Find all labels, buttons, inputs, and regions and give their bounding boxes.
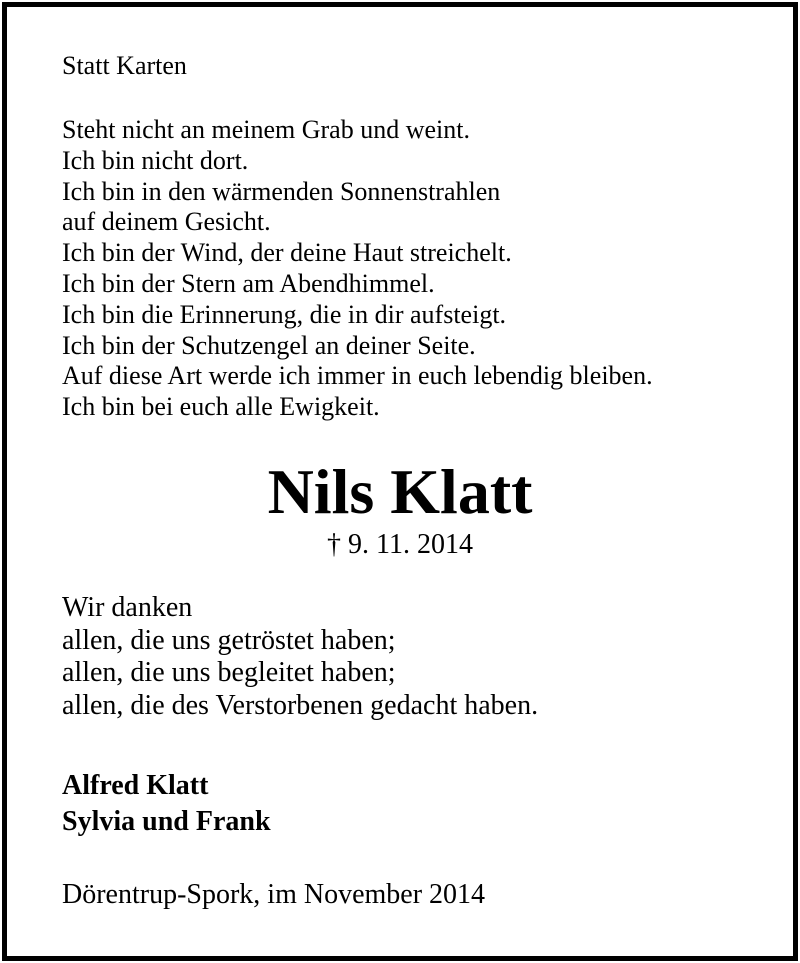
poem-block [62, 115, 653, 423]
signer-name: Sylvia und Frank [62, 806, 271, 837]
poem-line: Ich bin in den wärmenden Sonnenstrahlen [62, 176, 501, 206]
thanks-line: allen, die uns getröstet haben; [62, 624, 396, 656]
thanks-block [62, 592, 538, 722]
thanks-line: allen, die des Verstorbenen gedacht haben. [62, 689, 539, 721]
signers-block [62, 768, 271, 840]
death-date: † 9. 11. 2014 [327, 529, 473, 560]
signer-name: Alfred Klatt [62, 770, 209, 801]
deceased-name: Nils Klatt [267, 456, 533, 527]
poem-line: Ich bin der Stern am Abendhimmel. [62, 268, 435, 298]
notice-header: Statt Karten [62, 51, 187, 80]
place-and-date: Dörentrup-Spork, im November 2014 [62, 879, 486, 910]
thanks-line: Wir danken [62, 592, 193, 623]
poem-line: auf deinem Gesicht. [62, 207, 271, 237]
poem-line: Ich bin bei euch alle Ewigkeit. [62, 392, 380, 422]
poem-line: Steht nicht an meinem Grab und weint. [62, 115, 470, 144]
poem-line: Ich bin der Wind, der deine Haut streichelt. [62, 238, 512, 268]
poem-line: Ich bin die Erinnerung, die in dir aufsteigt. [62, 299, 507, 329]
thanks-line: allen, die uns begleitet haben; [62, 657, 396, 688]
poem-line: Ich bin der Schutzengel an deiner Seite. [62, 330, 476, 360]
poem-line: Auf diese Art werde ich immer in euch lebendig bleiben. [62, 361, 653, 391]
poem-line: Ich bin nicht dort. [62, 145, 249, 175]
